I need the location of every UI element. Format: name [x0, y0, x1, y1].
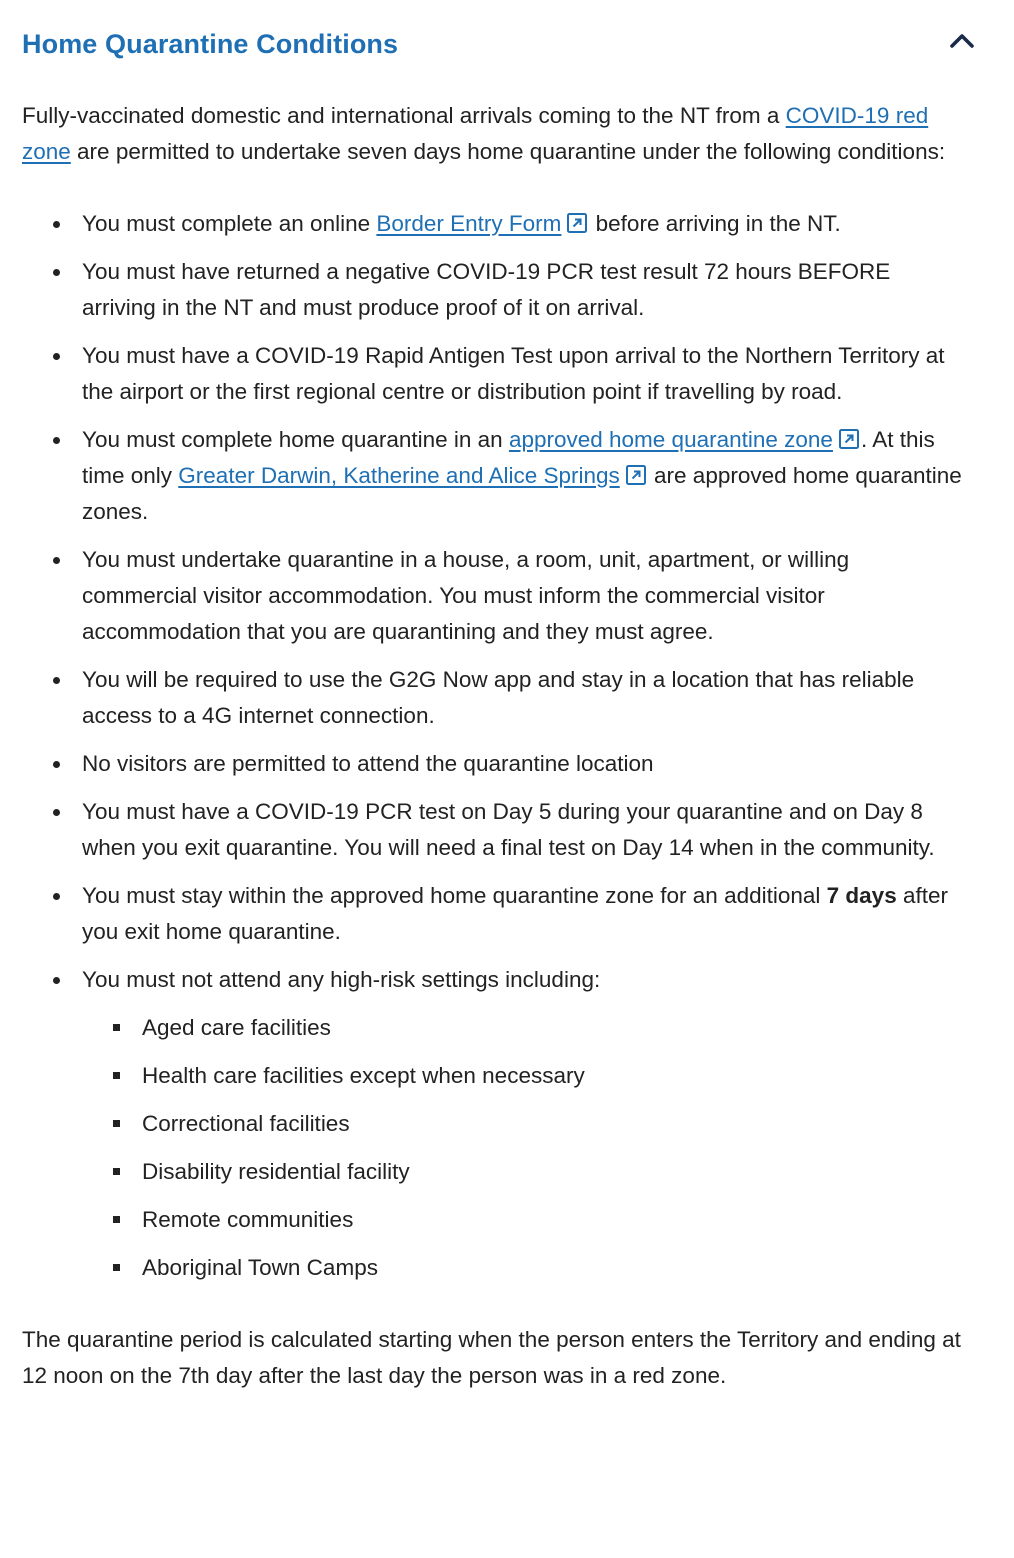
condition-text: You will be required to use the G2G Now app and stay in a location that has reliable access to a 4G internet connection. — [82, 667, 915, 728]
setting-text: Health care facilities except when necessary — [142, 1063, 585, 1088]
list-item — [22, 878, 962, 950]
setting-text: Disability residential facility — [142, 1159, 410, 1184]
condition-text: after you exit home quarantine. — [82, 883, 948, 944]
condition-emphasis: 7 days — [826, 883, 897, 908]
conditions-list — [22, 206, 962, 1286]
accordion-header[interactable] — [0, 0, 1014, 90]
sub-list-item — [82, 1010, 962, 1046]
condition-text: You must undertake quarantine in a house, a room, unit, apartment, or willing commercial visitor accommodation. You must inform the commercial visitor accommodation that you are quarantining and they must agree. — [82, 547, 850, 644]
list-item — [22, 206, 962, 242]
bullet-dot — [53, 269, 60, 276]
approved-zone-link[interactable]: approved home quarantine zone — [508, 427, 833, 452]
list-item — [22, 962, 962, 1286]
sub-list-item — [82, 1154, 962, 1190]
list-item — [22, 746, 962, 782]
chevron-up-icon[interactable] — [948, 28, 976, 52]
list-item — [22, 662, 962, 734]
external-link-icon[interactable] — [839, 429, 859, 449]
condition-text: . At this time only — [82, 427, 935, 488]
condition-text: No visitors are permitted to attend the quarantine location — [82, 751, 654, 776]
bullet-square — [113, 1072, 120, 1079]
bullet-dot — [53, 677, 60, 684]
condition-text: You must have returned a negative COVID-19 PCR test result 72 hours BEFORE arriving in the NT and must produce proof of it on arrival. — [82, 259, 891, 320]
external-link-icon[interactable] — [567, 213, 587, 233]
intro-text-start: Fully-vaccinated domestic and international arrivals coming to the NT from a — [22, 103, 786, 128]
setting-text: Remote communities — [142, 1207, 354, 1232]
condition-text: You must stay within the approved home quarantine zone for an additional — [82, 883, 827, 908]
bullet-square — [113, 1120, 120, 1127]
intro-paragraph — [22, 98, 962, 170]
list-item — [22, 254, 962, 326]
bullet-dot — [53, 977, 60, 984]
sub-list-item — [82, 1202, 962, 1238]
darwin-katherine-alice-link[interactable]: Greater Darwin, Katherine and Alice Springs — [178, 463, 620, 488]
bullet-dot — [53, 437, 60, 444]
accordion-title[interactable]: Home Quarantine Conditions — [22, 29, 399, 59]
bullet-square — [113, 1168, 120, 1175]
covid-red-zone-link[interactable]: COVID-19 red zone — [22, 103, 929, 164]
accordion-content — [22, 98, 962, 1394]
bullet-dot — [53, 893, 60, 900]
condition-text: You must have a COVID-19 Rapid Antigen Test upon arrival to the Northern Territory at the airport or the first regional centre or distribution point if travelling by road. — [82, 343, 945, 404]
sub-list-item — [82, 1106, 962, 1142]
condition-text: You must complete home quarantine in an — [82, 427, 509, 452]
condition-text: before arriving in the NT. — [589, 211, 841, 236]
bullet-square — [113, 1216, 120, 1223]
border-entry-form-link[interactable]: Border Entry Form — [376, 211, 562, 236]
bullet-dot — [53, 353, 60, 360]
sub-list-item — [82, 1058, 962, 1094]
condition-text: You must have a COVID-19 PCR test on Day 5 during your quarantine and on Day 8 when you exit quarantine. You will need a final test on Day 14 when in the community. — [82, 799, 935, 860]
intro-text-end: are permitted to undertake seven days home quarantine under the following conditions: — [70, 139, 946, 164]
quarantine-period-paragraph: The quarantine period is calculated starting when the person enters the Territory and ending at 12 noon on the 7th day after the last day the person was in a red zone. — [22, 1327, 961, 1388]
list-item — [22, 794, 962, 866]
list-item — [22, 422, 962, 530]
bullet-dot — [53, 761, 60, 768]
bullet-square — [113, 1024, 120, 1031]
condition-text: You must not attend any high-risk settings including: — [82, 967, 601, 992]
sub-list-item — [82, 1250, 962, 1286]
bullet-square — [113, 1264, 120, 1271]
bullet-dot — [53, 221, 60, 228]
condition-text: You must complete an online — [82, 211, 377, 236]
setting-text: Correctional facilities — [142, 1111, 350, 1136]
bullet-dot — [53, 557, 60, 564]
external-link-icon[interactable] — [626, 465, 646, 485]
bullet-dot — [53, 809, 60, 816]
high-risk-settings-list — [82, 1010, 962, 1286]
list-item — [22, 338, 962, 410]
setting-text: Aged care facilities — [142, 1015, 331, 1040]
condition-text: are approved home quarantine zones. — [82, 463, 962, 524]
list-item — [22, 542, 962, 650]
setting-text: Aboriginal Town Camps — [142, 1255, 378, 1280]
